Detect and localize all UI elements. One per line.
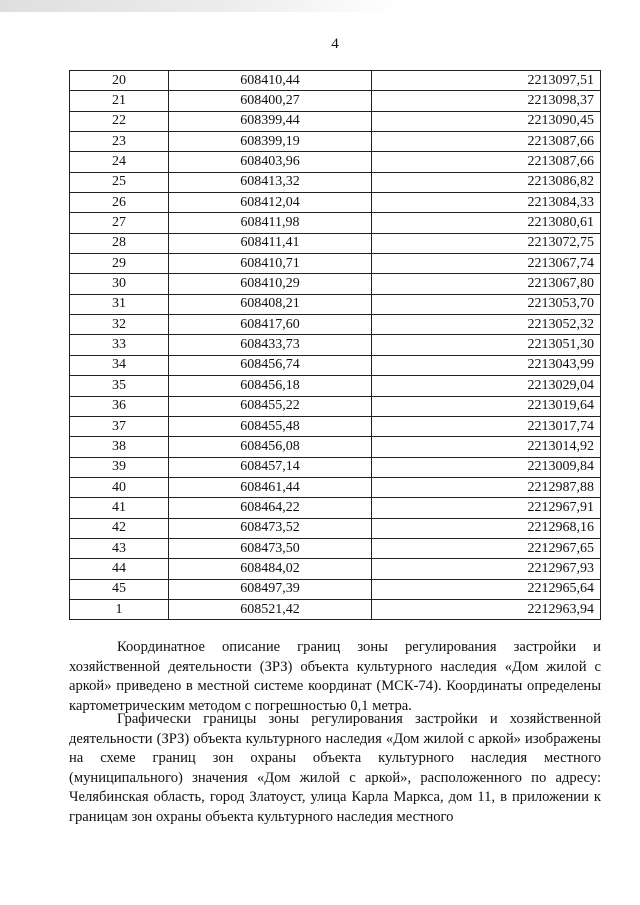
table-row	[70, 437, 601, 457]
x-coordinate-cell: 608410,44	[169, 71, 372, 91]
coordinates-table	[69, 70, 601, 620]
y-coordinate-cell: 2213087,66	[372, 152, 601, 172]
point-number-cell: 41	[70, 498, 169, 518]
x-coordinate-cell: 608484,02	[169, 559, 372, 579]
table-row	[70, 559, 601, 579]
paragraph-graphic-boundaries: Графически границы зоны регулирования застройки и хозяйственной деятельности (ЗРЗ) объекта культурного наследия «Дом жилой с аркой» изображены на схеме границ зон охраны объекта культурного наследия местного (муниципального) значения «Дом жилой с аркой», расположенного по адресу: Челябинская область, город Златоуст, улица Карла Маркса, дом 11, в приложении к границам зон охраны объекта культурного наследия местного	[69, 711, 601, 825]
x-coordinate-cell: 608399,19	[169, 132, 372, 152]
point-number-cell: 38	[70, 437, 169, 457]
point-number-cell: 36	[70, 396, 169, 416]
table-row	[70, 274, 601, 294]
x-coordinate-cell: 608461,44	[169, 477, 372, 497]
y-coordinate-cell: 2213097,51	[372, 71, 601, 91]
y-coordinate-cell: 2213014,92	[372, 437, 601, 457]
table-row	[70, 71, 601, 91]
y-coordinate-cell: 2212967,65	[372, 538, 601, 558]
x-coordinate-cell: 608473,50	[169, 538, 372, 558]
table-row	[70, 294, 601, 314]
table-row	[70, 91, 601, 111]
table-row	[70, 315, 601, 335]
x-coordinate-cell: 608399,44	[169, 111, 372, 131]
y-coordinate-cell: 2213067,74	[372, 254, 601, 274]
table-row	[70, 376, 601, 396]
y-coordinate-cell: 2213029,04	[372, 376, 601, 396]
y-coordinate-cell: 2213019,64	[372, 396, 601, 416]
table-row	[70, 193, 601, 213]
x-coordinate-cell: 608455,48	[169, 416, 372, 436]
point-number-cell: 34	[70, 355, 169, 375]
point-number-cell: 32	[70, 315, 169, 335]
page-number: 4	[331, 36, 339, 52]
table-row	[70, 172, 601, 192]
x-coordinate-cell: 608473,52	[169, 518, 372, 538]
table-row	[70, 538, 601, 558]
x-coordinate-cell: 608417,60	[169, 315, 372, 335]
x-coordinate-cell: 608457,14	[169, 457, 372, 477]
coordinates-table-body	[70, 71, 601, 620]
point-number-cell: 25	[70, 172, 169, 192]
point-number-cell: 40	[70, 477, 169, 497]
y-coordinate-cell: 2213017,74	[372, 416, 601, 436]
x-coordinate-cell: 608433,73	[169, 335, 372, 355]
y-coordinate-cell: 2212967,93	[372, 559, 601, 579]
point-number-cell: 33	[70, 335, 169, 355]
x-coordinate-cell: 608400,27	[169, 91, 372, 111]
y-coordinate-cell: 2213043,99	[372, 355, 601, 375]
y-coordinate-cell: 2213090,45	[372, 111, 601, 131]
x-coordinate-cell: 608403,96	[169, 152, 372, 172]
point-number-cell: 43	[70, 538, 169, 558]
point-number-cell: 31	[70, 294, 169, 314]
point-number-cell: 20	[70, 71, 169, 91]
y-coordinate-cell: 2212963,94	[372, 599, 601, 619]
table-row	[70, 254, 601, 274]
table-row	[70, 233, 601, 253]
table-row	[70, 213, 601, 233]
x-coordinate-cell: 608410,71	[169, 254, 372, 274]
point-number-cell: 30	[70, 274, 169, 294]
table-row	[70, 132, 601, 152]
y-coordinate-cell: 2213067,80	[372, 274, 601, 294]
x-coordinate-cell: 608408,21	[169, 294, 372, 314]
x-coordinate-cell: 608411,98	[169, 213, 372, 233]
x-coordinate-cell: 608410,29	[169, 274, 372, 294]
point-number-cell: 44	[70, 559, 169, 579]
table-row	[70, 457, 601, 477]
point-number-cell: 22	[70, 111, 169, 131]
table-row	[70, 599, 601, 619]
x-coordinate-cell: 608497,39	[169, 579, 372, 599]
x-coordinate-cell: 608411,41	[169, 233, 372, 253]
table-row	[70, 335, 601, 355]
y-coordinate-cell: 2212987,88	[372, 477, 601, 497]
x-coordinate-cell: 608456,18	[169, 376, 372, 396]
table-row	[70, 355, 601, 375]
y-coordinate-cell: 2213051,30	[372, 335, 601, 355]
table-row	[70, 579, 601, 599]
point-number-cell: 26	[70, 193, 169, 213]
y-coordinate-cell: 2213084,33	[372, 193, 601, 213]
scan-artifact-stripe	[0, 0, 400, 12]
table-row	[70, 111, 601, 131]
y-coordinate-cell: 2213086,82	[372, 172, 601, 192]
point-number-cell: 42	[70, 518, 169, 538]
x-coordinate-cell: 608456,08	[169, 437, 372, 457]
y-coordinate-cell: 2213072,75	[372, 233, 601, 253]
y-coordinate-cell: 2212968,16	[372, 518, 601, 538]
y-coordinate-cell: 2213053,70	[372, 294, 601, 314]
table-row	[70, 518, 601, 538]
x-coordinate-cell: 608455,22	[169, 396, 372, 416]
point-number-cell: 45	[70, 579, 169, 599]
table-row	[70, 498, 601, 518]
point-number-cell: 21	[70, 91, 169, 111]
point-number-cell: 37	[70, 416, 169, 436]
y-coordinate-cell: 2213098,37	[372, 91, 601, 111]
point-number-cell: 24	[70, 152, 169, 172]
point-number-cell: 27	[70, 213, 169, 233]
point-number-cell: 39	[70, 457, 169, 477]
point-number-cell: 1	[70, 599, 169, 619]
paragraph-coordinate-description: Координатное описание границ зоны регулирования застройки и хозяйственной деятельности (ЗРЗ) объекта культурного наследия «Дом жилой с аркой» приведено в местной системе координат (МСК-74). Координаты определены картометрическим методом с погрешностью 0,1 метра.	[69, 639, 601, 714]
point-number-cell: 29	[70, 254, 169, 274]
point-number-cell: 28	[70, 233, 169, 253]
y-coordinate-cell: 2213009,84	[372, 457, 601, 477]
table-row	[70, 416, 601, 436]
x-coordinate-cell: 608464,22	[169, 498, 372, 518]
point-number-cell: 23	[70, 132, 169, 152]
y-coordinate-cell: 2213087,66	[372, 132, 601, 152]
table-row	[70, 477, 601, 497]
x-coordinate-cell: 608412,04	[169, 193, 372, 213]
point-number-cell: 35	[70, 376, 169, 396]
x-coordinate-cell: 608456,74	[169, 355, 372, 375]
table-row	[70, 396, 601, 416]
y-coordinate-cell: 2213052,32	[372, 315, 601, 335]
y-coordinate-cell: 2213080,61	[372, 213, 601, 233]
y-coordinate-cell: 2212965,64	[372, 579, 601, 599]
table-row	[70, 152, 601, 172]
x-coordinate-cell: 608413,32	[169, 172, 372, 192]
y-coordinate-cell: 2212967,91	[372, 498, 601, 518]
x-coordinate-cell: 608521,42	[169, 599, 372, 619]
